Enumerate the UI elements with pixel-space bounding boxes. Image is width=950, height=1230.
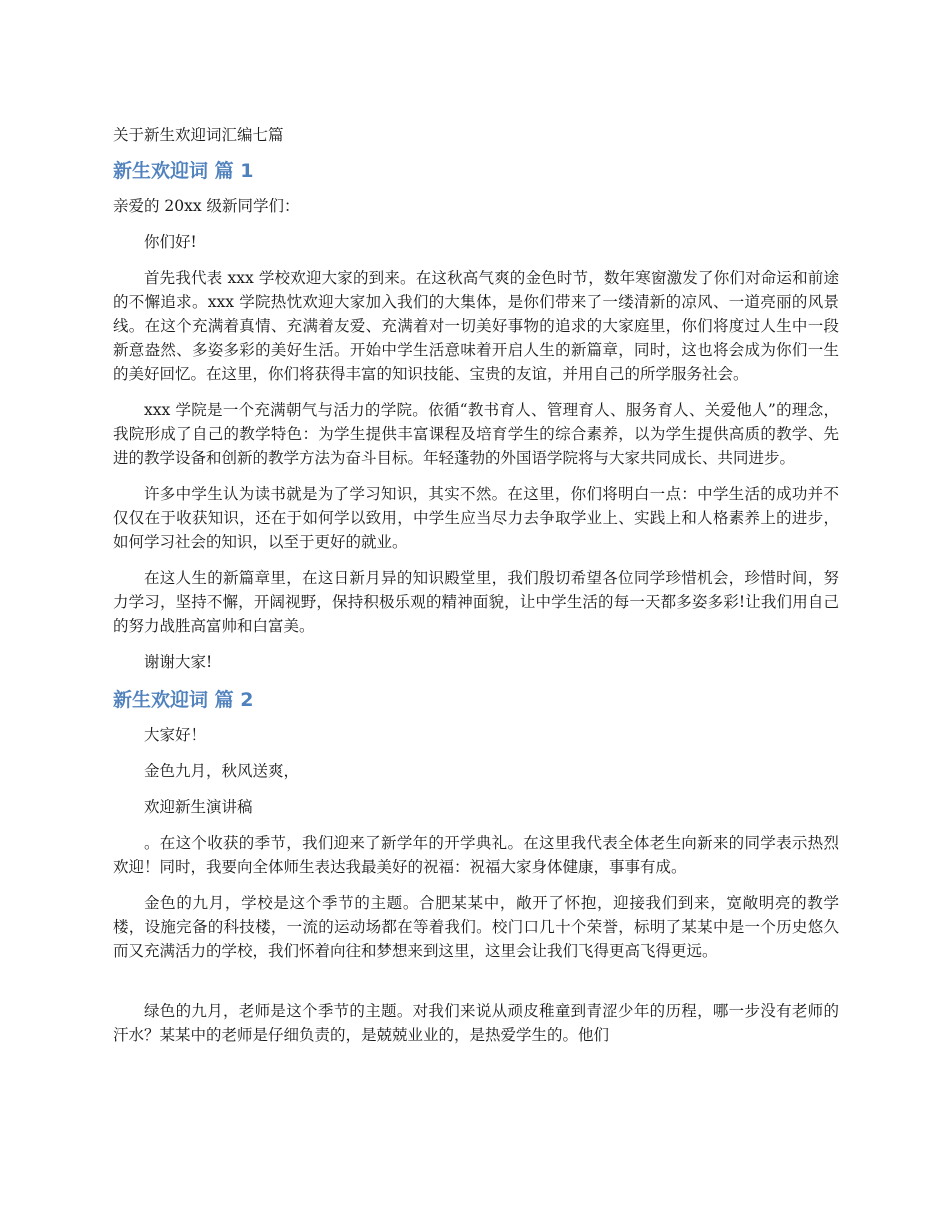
section-heading-1: 新生欢迎词 篇 1 (113, 160, 254, 182)
paragraph: xxx 学院是一个充满朝气与活力的学院。依循“教书育人、管理育人、服务育人、关爱他人”的理念，我院形成了自己的教学特色：为学生提供丰富课程及培育学生的综合素养，以为学生提供高质的教学、先进的教学设备和创新的教学方法为奋斗目标。年轻蓬勃的外国语学院将与大家共同成长、共同进步。 (113, 401, 839, 467)
paragraph: 绿色的九月，老师是这个季节的主题。对我们来说从顽皮稚童到青涩少年的历程，哪一步没有老师的汗水？某某中的老师是仔细负责的，是兢兢业业的，是热爱学生的。他们 (113, 1002, 839, 1044)
section-heading-2: 新生欢迎词 篇 2 (113, 689, 254, 711)
blank-line (113, 975, 839, 999)
paragraph: 。在这个收获的季节，我们迎来了新学年的开学典礼。在这里我代表全体老生向新来的同学表示热烈欢迎！同时，我要向全体师生表达我最美好的祝福：祝福大家身体健康，事事有成。 (113, 834, 839, 876)
document-page (113, 116, 839, 1059)
paragraph: 金色九月，秋风送爽， (144, 762, 300, 780)
paragraph: 你们好! (144, 233, 197, 251)
document-title: 关于新生欢迎词汇编七篇 (113, 126, 284, 144)
paragraph: 欢迎新生演讲稿 (144, 798, 253, 816)
paragraph: 许多中学生认为读书就是为了学习知识，其实不然。在这里，你们将明白一点：中学生活的成功并不仅仅在于收获知识，还在于如何学以致用，中学生应当尽力去争取学业上、实践上和人格素养上的进步，如何学习社会的知识，以至于更好的就业。 (113, 485, 839, 551)
salutation: 亲爱的 20xx 级新同学们： (113, 197, 300, 215)
paragraph: 大家好！ (144, 726, 207, 744)
paragraph: 在这人生的新篇章里，在这日新月异的知识殿堂里，我们殷切希望各位同学珍惜机会，珍惜时间，努力学习，坚持不懈，开阔视野，保持积极乐观的精神面貌，让中学生活的每一天都多姿多彩!让我们用自己的努力战胜高富帅和白富美。 (113, 569, 839, 635)
paragraph: 首先我代表 xxx 学校欢迎大家的到来。在这秋高气爽的金色时节，数年寒窗激发了你们对命运和前途的不懈追求。xxx 学院热忱欢迎大家加入我们的大集体，是你们带来了一缕清新的凉风、一道亮丽的风景线。在这个充满着真情、充满着友爱、充满着对一切美好事物的追求的大家庭里，你们将度过人生中一段新意盎然、多姿多彩的美好生活。开始中学生活意味着开启人生的新篇章，同时，这也将会成为你们一生的美好回忆。在这里，你们将获得丰富的知识技能、宝贵的友谊，并用自己的所学服务社会。 (113, 269, 839, 383)
paragraph: 谢谢大家! (144, 653, 213, 671)
paragraph: 金色的九月，学校是这个季节的主题。合肥某某中，敞开了怀抱，迎接我们到来，宽敞明亮的教学楼，设施完备的科技楼，一流的运动场都在等着我们。校门口几十个荣誉，标明了某某中是一个历史悠久而又充满活力的学校，我们怀着向往和梦想来到这里，这里会让我们飞得更高飞得更远。 (113, 894, 839, 960)
